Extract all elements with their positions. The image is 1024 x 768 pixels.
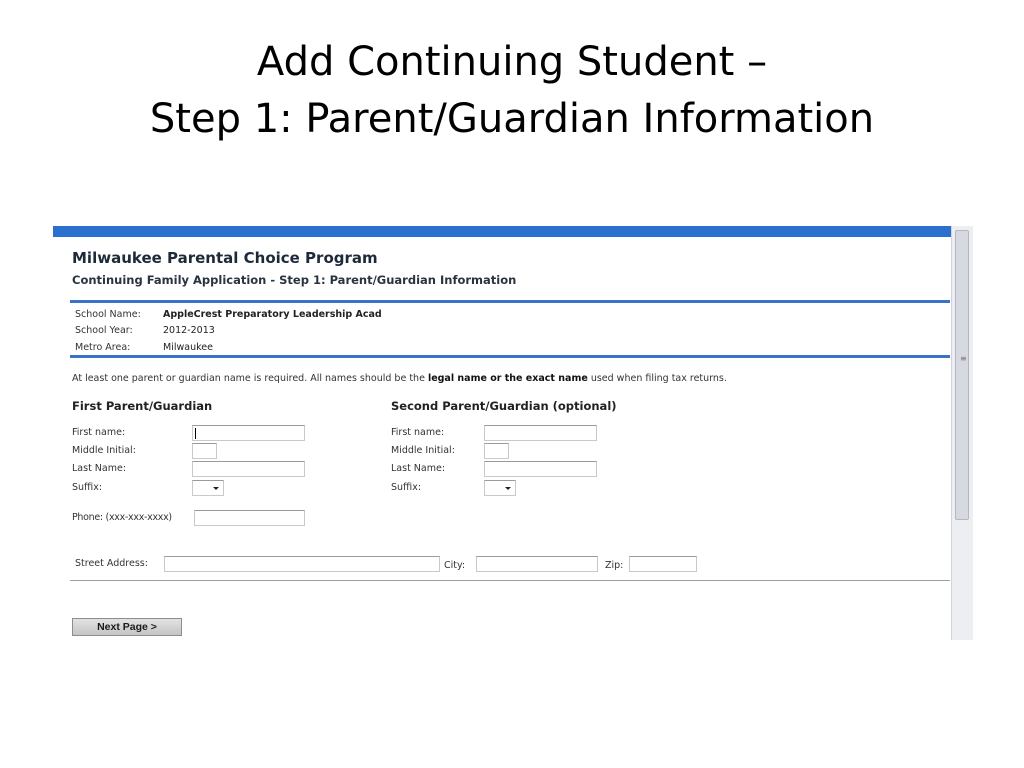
first-parent-suffix-select[interactable] xyxy=(192,480,224,496)
street-address-label: Street Address: xyxy=(75,558,148,569)
second-parent-last-name-input[interactable] xyxy=(484,461,597,477)
second-parent-first-name-input[interactable] xyxy=(484,425,597,441)
notice-emphasis: legal name or the exact name xyxy=(427,373,588,384)
zip-label: Zip: xyxy=(605,560,624,571)
first-parent-middle-initial-label: Middle Initial: xyxy=(72,445,136,456)
city-label: City: xyxy=(444,560,466,571)
next-page-button[interactable]: Next Page > xyxy=(72,618,182,636)
phone-input[interactable] xyxy=(194,510,305,526)
step-title: Continuing Family Application - Step 1: Parent/Guardian Information xyxy=(72,273,517,287)
street-address-input[interactable] xyxy=(164,556,440,572)
school-year-label: School Year: xyxy=(75,325,133,336)
scrollbar-thumb[interactable] xyxy=(955,230,969,520)
zip-input[interactable] xyxy=(629,556,697,572)
first-parent-middle-initial-input[interactable] xyxy=(192,443,217,459)
first-parent-heading: First Parent/Guardian xyxy=(72,399,213,413)
top-banner-bar xyxy=(53,226,951,237)
second-parent-heading: Second Parent/Guardian (optional) xyxy=(391,399,617,413)
notice-text: At least one parent or guardian name is required. All names should be the xyxy=(72,373,428,384)
slide-title xyxy=(0,34,1024,148)
scrollbar-grip-icon: ≡ xyxy=(960,354,967,363)
first-parent-last-name-label: Last Name: xyxy=(72,463,127,474)
first-parent-last-name-input[interactable] xyxy=(192,461,305,477)
slide-title-line-2: Step 1: Parent/Guardian Information xyxy=(149,96,875,142)
text-cursor xyxy=(195,428,196,439)
school-year-value: 2012-2013 xyxy=(163,325,215,336)
second-parent-suffix-label: Suffix: xyxy=(391,482,422,493)
chevron-down-icon xyxy=(213,487,219,490)
metro-area-value: Milwaukee xyxy=(163,342,213,353)
first-parent-first-name-input[interactable] xyxy=(192,425,305,441)
program-title: Milwaukee Parental Choice Program xyxy=(72,249,378,267)
second-parent-first-name-label: First name: xyxy=(391,427,445,438)
city-input[interactable] xyxy=(476,556,598,572)
notice-text-end: used when filing tax returns. xyxy=(587,373,727,384)
school-name-label: School Name: xyxy=(75,309,141,320)
school-name-value: AppleCrest Preparatory Leadership Acad xyxy=(163,309,382,320)
divider-bottom xyxy=(70,580,950,581)
second-parent-last-name-label: Last Name: xyxy=(391,463,446,474)
first-parent-first-name-label: First name: xyxy=(72,427,126,438)
metro-area-label: Metro Area: xyxy=(75,342,131,353)
first-parent-suffix-label: Suffix: xyxy=(72,482,103,493)
vertical-scrollbar[interactable] xyxy=(951,226,973,640)
chevron-down-icon xyxy=(505,487,511,490)
slide-title-line-1: Add Continuing Student – xyxy=(256,39,768,85)
application-screenshot xyxy=(53,226,973,640)
divider-top xyxy=(70,300,950,303)
name-requirement-notice xyxy=(72,373,727,384)
second-parent-middle-initial-input[interactable] xyxy=(484,443,509,459)
second-parent-suffix-select[interactable] xyxy=(484,480,516,496)
second-parent-middle-initial-label: Middle Initial: xyxy=(391,445,455,456)
phone-label: Phone: (xxx-xxx-xxxx) xyxy=(72,512,172,523)
divider-info-bottom xyxy=(70,355,950,358)
